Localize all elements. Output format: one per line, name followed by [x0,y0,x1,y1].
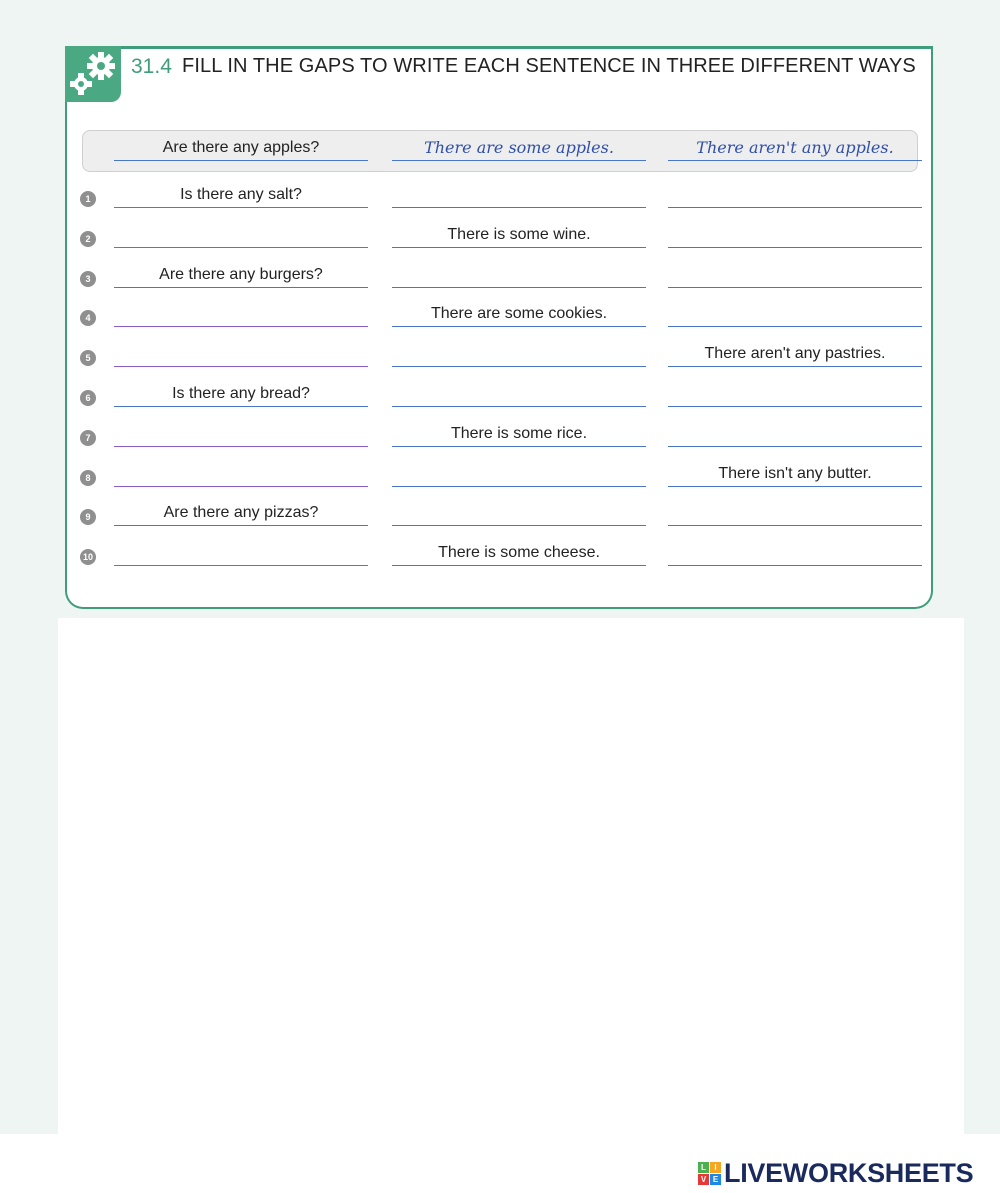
answer-blank-negative[interactable] [668,543,922,566]
given-positive: There is some rice. [392,424,646,447]
given-negative: There aren't any pastries. [668,344,922,367]
answer-blank-negative[interactable] [668,185,922,208]
gears-icon [67,50,119,102]
example-positive: There are some apples. [392,138,646,161]
answer-blank-positive[interactable] [392,384,646,407]
answer-blank-question[interactable] [114,304,368,327]
example-question: Are there any apples? [114,138,368,161]
answer-blank-negative[interactable] [668,304,922,327]
item-number: 10 [80,549,96,565]
answer-blank-positive[interactable] [392,185,646,208]
exercise-title: FILL IN THE GAPS TO WRITE EACH SENTENCE IN THREE DIFFERENT WAYS [182,55,916,77]
answer-blank-question[interactable] [114,225,368,248]
item-number: 2 [80,231,96,247]
answer-blank-negative[interactable] [668,225,922,248]
given-question: Is there any salt? [114,185,368,208]
item-number: 3 [80,271,96,287]
answer-blank-positive[interactable] [392,503,646,526]
given-question: Are there any pizzas? [114,503,368,526]
given-positive: There are some cookies. [392,304,646,327]
given-negative: There isn't any butter. [668,464,922,487]
answer-blank-negative[interactable] [668,265,922,288]
item-number: 7 [80,430,96,446]
answer-blank-negative[interactable] [668,384,922,407]
answer-blank-positive[interactable] [392,344,646,367]
given-positive: There is some wine. [392,225,646,248]
answer-blank-question[interactable] [114,543,368,566]
given-question: Are there any burgers? [114,265,368,288]
answer-blank-question[interactable] [114,464,368,487]
blank-page-area [58,618,964,1134]
liveworksheets-logo [698,1158,973,1188]
item-number: 8 [80,470,96,486]
item-number: 4 [80,310,96,326]
item-number: 9 [80,509,96,525]
answer-blank-negative[interactable] [668,424,922,447]
answer-blank-question[interactable] [114,344,368,367]
exercise-number: 31.4 [131,55,172,78]
item-number: 1 [80,191,96,207]
example-negative: There aren't any apples. [668,138,922,161]
answer-blank-positive[interactable] [392,265,646,288]
answer-blank-question[interactable] [114,424,368,447]
given-question: Is there any bread? [114,384,368,407]
item-number: 5 [80,350,96,366]
answer-blank-positive[interactable] [392,464,646,487]
logo-text: LIVEWORKSHEETS [724,1157,974,1188]
exercise-badge [65,46,121,102]
item-number: 6 [80,390,96,406]
given-positive: There is some cheese. [392,543,646,566]
logo-blocks-icon: L I V E [698,1162,721,1185]
answer-blank-negative[interactable] [668,503,922,526]
